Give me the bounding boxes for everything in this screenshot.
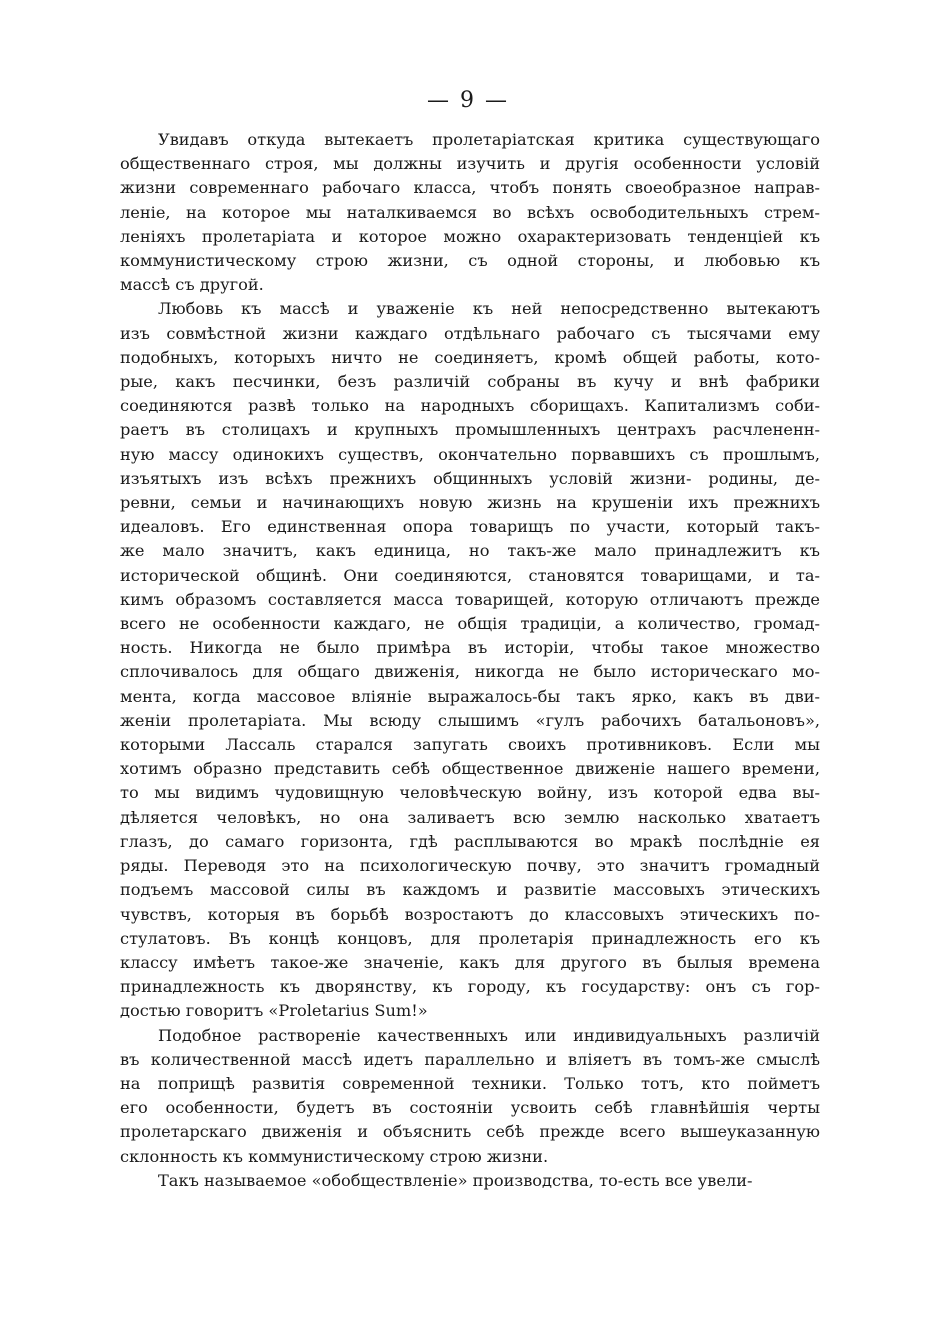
text-line: изъятыхъ изъ всѣхъ прежнихъ общинныхъ условій жизни- родины, де- <box>120 468 820 488</box>
text-line: исторической общинѣ. Они соединяются, становятся товарищами, и та- <box>120 565 820 585</box>
text-line: мента, когда массовое вліяніе выражалось-бы такъ ярко, какъ въ дви- <box>120 686 820 706</box>
text-line: раетъ въ столицахъ и крупныхъ промышленныхъ центрахъ расчлененн- <box>120 420 820 440</box>
text-line: Любовь къ массѣ и уваженіе къ ней непосредственно вытекаютъ <box>158 299 820 319</box>
text-line: общественнаго строя, мы должны изучить и другія особенности условій <box>120 154 820 174</box>
text-line: Подобное раствореніе качественныхъ или индивидуальныхъ различій <box>158 1025 820 1045</box>
text-line: рые, какъ песчинки, безъ различій собраны въ кучу и внѣ фабрики <box>120 372 820 392</box>
text-line: сплочивалось для общаго движенія, никогда не было историческаго мо- <box>120 662 820 682</box>
paragraph <box>120 1169 820 1193</box>
text-line: на поприщѣ развитія современной техники. Только тотъ, кто пойметъ <box>120 1073 820 1093</box>
text-line: подъемъ массовой силы въ каждомъ и развитіе массовыхъ этическихъ <box>120 880 820 900</box>
text-line: хотимъ образно представить себѣ общественное движеніе нашего времени, <box>120 759 820 779</box>
text-line: его особенности, будетъ въ состояніи усвоить себѣ главнѣйшія черты <box>120 1098 820 1118</box>
text-line: то мы видимъ чудовищную человѣческую войну, изъ которой едва вы- <box>120 783 820 803</box>
text-line: Увидавъ откуда вытекаетъ пролетаріатская критика существующаго <box>158 130 820 149</box>
paragraph <box>120 1024 820 1169</box>
text-line: склонность къ коммунистическому строю жизни. <box>120 1146 549 1166</box>
paragraph <box>120 297 820 1023</box>
text-line: идеаловъ. Его единственная опора товарищъ по участи, который такъ- <box>120 517 820 537</box>
page-number: — 9 — <box>427 88 509 113</box>
text-line: въ количественной массѣ идетъ параллельно и вліяетъ въ томъ-же смыслѣ <box>120 1049 820 1069</box>
text-line: женіи пролетаріата. Мы всюду слышимъ «гулъ рабочихъ батальоновъ», <box>120 710 820 730</box>
text-line: всего не особенности каждаго, не общія традиціи, а количество, громад- <box>120 614 820 634</box>
body-text <box>120 128 820 1193</box>
text-line: пролетарскаго движенія и объяснить себѣ прежде всего вышеуказанную <box>120 1122 820 1142</box>
text-line: принадлежность къ дворянству, къ городу, къ государству: онъ съ гор- <box>120 977 820 997</box>
text-line: ревни, семьи и начинающихъ новую жизнь на крушеніи ихъ прежнихъ <box>120 493 820 513</box>
text-line: массѣ съ другой. <box>120 275 264 295</box>
text-line: жизни современнаго рабочаго класса, чтобъ понять своеобразное направ- <box>120 178 820 198</box>
text-line: чувствъ, которыя въ борьбѣ возростаютъ до классовыхъ этическихъ по- <box>120 904 820 924</box>
text-line: классу имѣетъ такое-же значеніе, какъ для другого въ былыя времена <box>120 952 820 972</box>
text-line: коммунистическому строю жизни, съ одной стороны, и любовью къ <box>120 251 820 271</box>
text-line: которыми Лассаль старался запугать своихъ противниковъ. Если мы <box>120 735 820 755</box>
text-line: соединяются развѣ только на народныхъ сборищахъ. Капитализмъ соби- <box>120 396 820 416</box>
text-line: кимъ образомъ составляется масса товарищей, которую отличаютъ прежде <box>120 589 820 609</box>
text-line: стулатовъ. Въ концѣ концовъ, для пролетарія принадлежность его къ <box>120 928 820 948</box>
text-line: достью говоритъ «Proletarius Sum!» <box>120 1001 428 1021</box>
text-line: подобныхъ, которыхъ ничто не соединяетъ, кромѣ общей работы, кото- <box>120 347 820 367</box>
text-line: дѣляется человѣкъ, но она заливаетъ всю землю насколько хватаетъ <box>120 807 820 827</box>
text-line: же мало значитъ, какъ единица, но такъ-же мало принадлежитъ къ <box>120 541 820 561</box>
text-line: изъ совмѣстной жизни каждаго отдѣльнаго рабочаго съ тысячами ему <box>120 323 820 343</box>
text-line: леніе, на которое мы наталкиваемся во всѣхъ освободительныхъ стрем- <box>120 202 820 222</box>
text-line: глазъ, до самаго горизонта, гдѣ расплываются во мракѣ послѣдніе ея <box>120 831 820 851</box>
paragraph <box>120 128 820 297</box>
text-line: леніяхъ пролетаріата и которое можно охарактеризовать тенденціей къ <box>120 226 820 246</box>
text-line: ную массу одинокихъ существъ, окончательно порвавшихъ съ прошлымъ, <box>120 444 820 464</box>
text-line: ряды. Переводя это на психологическую почву, это значитъ громадный <box>120 856 820 876</box>
text-line: ность. Никогда не было примѣра въ исторіи, чтобы такое множество <box>120 638 820 658</box>
text-line: Такъ называемое «обобществленіе» производства, то-есть все увели- <box>158 1170 753 1190</box>
